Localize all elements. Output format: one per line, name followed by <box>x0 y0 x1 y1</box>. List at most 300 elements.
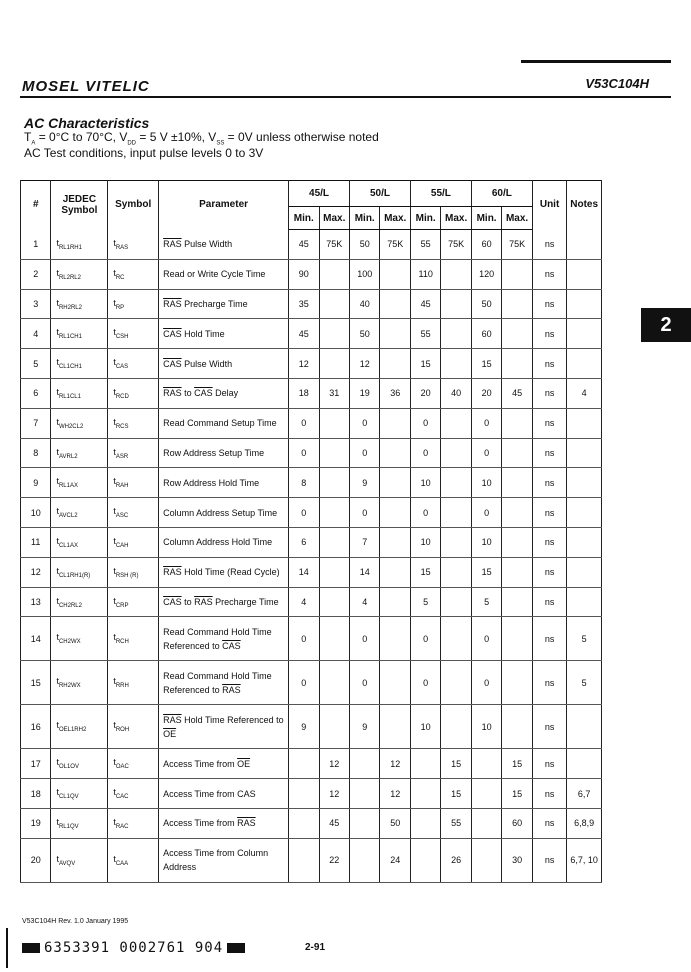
unit-value: ns <box>532 808 567 838</box>
row-number: 14 <box>21 617 51 661</box>
row-number: 5 <box>21 349 51 379</box>
min-value: 0 <box>289 498 319 528</box>
col-min: Min. <box>350 207 380 230</box>
max-value: 15 <box>441 749 471 779</box>
table-row <box>21 527 602 557</box>
timing-symbol: $t_{CAA}$ <box>108 838 159 882</box>
parameter-name: $\overline{RAS}$ to $\overline{CAS}$ Delay <box>159 378 289 408</box>
max-value <box>441 468 471 498</box>
max-value: 40 <box>441 378 471 408</box>
max-value <box>441 527 471 557</box>
barcode-line <box>18 940 249 956</box>
min-value: 20 <box>471 378 501 408</box>
unit-value: ns <box>532 749 567 779</box>
unit-value: ns <box>532 289 567 319</box>
max-value <box>380 587 410 617</box>
min-value: 10 <box>410 527 440 557</box>
col-notes: Notes <box>567 180 602 230</box>
notes-value <box>567 259 602 289</box>
max-value <box>380 408 410 438</box>
notes-value: 5 <box>567 661 602 705</box>
parameter-name: Column Address Hold Time <box>159 527 289 557</box>
jedec-symbol: $t_{RL2RL2}$ <box>51 259 108 289</box>
min-value: 0 <box>410 438 440 468</box>
min-value: 7 <box>350 527 380 557</box>
test-conditions-line1: $T_A = 0^\circ C$ to 70°C, $V_{DD} = 5$ V ±10%, $V_{SS} = 0V$ unless otherwise noted <box>24 130 379 147</box>
test-conditions-line2: AC Test conditions, input pulse levels 0 to 3V <box>24 146 264 160</box>
parameter-name: Read or Write Cycle Time <box>159 259 289 289</box>
max-value <box>502 319 532 349</box>
header-rule-short <box>521 60 671 63</box>
max-value <box>380 661 410 705</box>
notes-value <box>567 349 602 379</box>
table-row <box>21 498 602 528</box>
unit-value: ns <box>532 779 567 809</box>
max-value: 30 <box>502 838 532 882</box>
max-value <box>319 661 349 705</box>
timing-symbol: $t_{RCH}$ <box>108 617 159 661</box>
min-value: 19 <box>350 378 380 408</box>
min-value <box>471 838 501 882</box>
notes-value <box>567 289 602 319</box>
max-value <box>319 617 349 661</box>
max-value <box>502 527 532 557</box>
notes-value <box>567 587 602 617</box>
min-value: 10 <box>471 527 501 557</box>
timing-symbol: $t_{RAH}$ <box>108 468 159 498</box>
part-number: V53C104H <box>585 76 649 91</box>
jedec-symbol: $t_{OEL1RH2}$ <box>51 705 108 749</box>
max-value <box>380 319 410 349</box>
barcode-block-icon <box>227 943 245 953</box>
speed-grade-55: 55/L <box>410 180 471 207</box>
min-value: 12 <box>289 349 319 379</box>
table-row <box>21 661 602 705</box>
parameter-name: Access Time from $\overline{OE}$ <box>159 749 289 779</box>
margin-mark <box>6 928 8 968</box>
min-value: 0 <box>350 498 380 528</box>
table-row <box>21 749 602 779</box>
min-value: 0 <box>350 617 380 661</box>
parameter-name: $\overline{CAS}$ Pulse Width <box>159 349 289 379</box>
parameter-name: Access Time from CAS <box>159 779 289 809</box>
max-value <box>380 438 410 468</box>
timing-symbol: $t_{RAS}$ <box>108 230 159 260</box>
max-value: 60 <box>502 808 532 838</box>
min-value: 9 <box>350 705 380 749</box>
max-value <box>502 259 532 289</box>
min-value <box>350 808 380 838</box>
min-value: 0 <box>471 498 501 528</box>
min-value: 10 <box>410 705 440 749</box>
max-value <box>502 498 532 528</box>
barcode-block-icon <box>22 943 40 953</box>
max-value: 75K <box>319 230 349 260</box>
row-number: 13 <box>21 587 51 617</box>
speed-grade-60: 60/L <box>471 180 532 207</box>
notes-value <box>567 230 602 260</box>
table-row <box>21 557 602 587</box>
min-value: 15 <box>410 349 440 379</box>
max-value <box>380 349 410 379</box>
max-value <box>319 289 349 319</box>
unit-value: ns <box>532 319 567 349</box>
min-value <box>410 808 440 838</box>
min-value: 0 <box>471 408 501 438</box>
notes-value: 6,7 <box>567 779 602 809</box>
max-value: 15 <box>441 779 471 809</box>
min-value: 15 <box>471 557 501 587</box>
parameter-name: Column Address Setup Time <box>159 498 289 528</box>
max-value <box>441 259 471 289</box>
max-value: 22 <box>319 838 349 882</box>
row-number: 12 <box>21 557 51 587</box>
timing-symbol: $t_{CAH}$ <box>108 527 159 557</box>
min-value: 45 <box>289 230 319 260</box>
col-max: Max. <box>502 207 532 230</box>
unit-value: ns <box>532 230 567 260</box>
timing-symbol: $t_{OAC}$ <box>108 749 159 779</box>
notes-value <box>567 705 602 749</box>
unit-value: ns <box>532 587 567 617</box>
jedec-symbol: $t_{CH2WX}$ <box>51 617 108 661</box>
jedec-symbol: $t_{CL1RH1(R)}$ <box>51 557 108 587</box>
min-value <box>471 749 501 779</box>
max-value: 50 <box>380 808 410 838</box>
row-number: 6 <box>21 378 51 408</box>
jedec-symbol: $t_{RL1CH1}$ <box>51 319 108 349</box>
notes-value: 5 <box>567 617 602 661</box>
min-value: 0 <box>410 617 440 661</box>
max-value <box>441 498 471 528</box>
notes-value <box>567 749 602 779</box>
min-value <box>289 808 319 838</box>
min-value <box>289 749 319 779</box>
row-number: 19 <box>21 808 51 838</box>
row-number: 17 <box>21 749 51 779</box>
unit-value: ns <box>532 349 567 379</box>
max-value <box>380 498 410 528</box>
max-value: 36 <box>380 378 410 408</box>
min-value <box>289 838 319 882</box>
max-value <box>380 259 410 289</box>
timing-symbol: $t_{ROH}$ <box>108 705 159 749</box>
max-value: 45 <box>502 378 532 408</box>
max-value: 55 <box>441 808 471 838</box>
notes-value: 6,7, 10 <box>567 838 602 882</box>
min-value: 10 <box>471 705 501 749</box>
max-value <box>380 557 410 587</box>
jedec-symbol: $t_{WH2CL2}$ <box>51 408 108 438</box>
max-value <box>441 661 471 705</box>
min-value: 0 <box>471 617 501 661</box>
col-min: Min. <box>410 207 440 230</box>
jedec-symbol: $t_{AVCL2}$ <box>51 498 108 528</box>
max-value: 12 <box>380 749 410 779</box>
col-unit: Unit <box>532 180 567 230</box>
min-value: 9 <box>350 468 380 498</box>
timing-symbol: $t_{ASC}$ <box>108 498 159 528</box>
jedec-symbol: $t_{CL1QV}$ <box>51 779 108 809</box>
row-number: 3 <box>21 289 51 319</box>
max-value: 45 <box>319 808 349 838</box>
table-body <box>21 230 602 883</box>
min-value: 0 <box>289 661 319 705</box>
min-value: 45 <box>410 289 440 319</box>
min-value: 9 <box>289 705 319 749</box>
row-number: 8 <box>21 438 51 468</box>
jedec-symbol: $t_{AVQV}$ <box>51 838 108 882</box>
min-value <box>350 838 380 882</box>
jedec-symbol: $t_{RH2RL2}$ <box>51 289 108 319</box>
min-value: 18 <box>289 378 319 408</box>
max-value <box>502 661 532 705</box>
max-value <box>319 587 349 617</box>
row-number: 4 <box>21 319 51 349</box>
max-value <box>380 527 410 557</box>
timing-symbol: $t_{RC}$ <box>108 259 159 289</box>
barcode-text: 6353391 0002761 904 <box>44 940 224 956</box>
col-max: Max. <box>441 207 471 230</box>
min-value: 15 <box>410 557 440 587</box>
min-value: 8 <box>289 468 319 498</box>
parameter-name: Access Time from Column Address <box>159 838 289 882</box>
row-number: 9 <box>21 468 51 498</box>
min-value: 5 <box>410 587 440 617</box>
min-value: 120 <box>471 259 501 289</box>
max-value: 12 <box>319 779 349 809</box>
min-value: 50 <box>471 289 501 319</box>
notes-value <box>567 408 602 438</box>
min-value: 90 <box>289 259 319 289</box>
speed-grade-50: 50/L <box>350 180 411 207</box>
row-number: 16 <box>21 705 51 749</box>
min-value: 14 <box>289 557 319 587</box>
ac-characteristics-table <box>20 180 602 883</box>
speed-grade-45: 45/L <box>289 180 350 207</box>
row-number: 2 <box>21 259 51 289</box>
timing-symbol: $t_{RAC}$ <box>108 808 159 838</box>
unit-value: ns <box>532 498 567 528</box>
max-value: 24 <box>380 838 410 882</box>
row-number: 1 <box>21 230 51 260</box>
max-value: 75K <box>441 230 471 260</box>
parameter-name: $\overline{RAS}$ Hold Time Referenced to $\overline{OE}$ <box>159 705 289 749</box>
row-number: 18 <box>21 779 51 809</box>
max-value <box>502 289 532 319</box>
notes-value: 4 <box>567 378 602 408</box>
min-value: 0 <box>410 408 440 438</box>
min-value: 40 <box>350 289 380 319</box>
timing-symbol: $t_{ASR}$ <box>108 438 159 468</box>
unit-value: ns <box>532 468 567 498</box>
table-row <box>21 319 602 349</box>
notes-value: 6,8,9 <box>567 808 602 838</box>
timing-symbol: $t_{RRH}$ <box>108 661 159 705</box>
max-value <box>380 289 410 319</box>
max-value <box>441 705 471 749</box>
min-value <box>410 779 440 809</box>
min-value: 45 <box>289 319 319 349</box>
max-value: 26 <box>441 838 471 882</box>
min-value: 4 <box>289 587 319 617</box>
notes-value <box>567 468 602 498</box>
table-row <box>21 808 602 838</box>
max-value <box>441 408 471 438</box>
table-row <box>21 408 602 438</box>
section-title: AC Characteristics <box>24 115 150 131</box>
min-value <box>410 749 440 779</box>
min-value <box>289 779 319 809</box>
min-value: 60 <box>471 230 501 260</box>
parameter-name: Row Address Hold Time <box>159 468 289 498</box>
max-value <box>502 617 532 661</box>
min-value: 55 <box>410 230 440 260</box>
timing-symbol: $t_{RP}$ <box>108 289 159 319</box>
min-value: 55 <box>410 319 440 349</box>
max-value: 31 <box>319 378 349 408</box>
jedec-symbol: $t_{RL1CL1}$ <box>51 378 108 408</box>
max-value <box>380 468 410 498</box>
min-value: 50 <box>350 230 380 260</box>
timing-symbol: $t_{CAC}$ <box>108 779 159 809</box>
max-value <box>441 289 471 319</box>
jedec-symbol: $t_{RL1QV}$ <box>51 808 108 838</box>
table-row <box>21 587 602 617</box>
notes-value <box>567 557 602 587</box>
table-row <box>21 289 602 319</box>
jedec-symbol: $t_{RL1AX}$ <box>51 468 108 498</box>
brand-logo: MOSEL VITELIC <box>22 78 150 95</box>
max-value <box>441 617 471 661</box>
max-value <box>319 349 349 379</box>
max-value <box>502 408 532 438</box>
min-value: 110 <box>410 259 440 289</box>
col-symbol: Symbol <box>108 180 159 230</box>
col-parameter: Parameter <box>159 180 289 230</box>
unit-value: ns <box>532 378 567 408</box>
max-value <box>319 498 349 528</box>
max-value <box>502 557 532 587</box>
max-value: 75K <box>380 230 410 260</box>
max-value <box>319 468 349 498</box>
min-value: 6 <box>289 527 319 557</box>
col-num: # <box>21 180 51 230</box>
timing-symbol: $t_{RCS}$ <box>108 408 159 438</box>
min-value: 50 <box>350 319 380 349</box>
max-value <box>441 557 471 587</box>
unit-value: ns <box>532 527 567 557</box>
max-value <box>502 438 532 468</box>
jedec-symbol: $t_{OL1OV}$ <box>51 749 108 779</box>
min-value: 14 <box>350 557 380 587</box>
row-number: 11 <box>21 527 51 557</box>
table-row <box>21 259 602 289</box>
row-number: 20 <box>21 838 51 882</box>
notes-value <box>567 527 602 557</box>
min-value: 12 <box>350 349 380 379</box>
table-row <box>21 438 602 468</box>
notes-value <box>567 498 602 528</box>
timing-symbol: $t_{RCD}$ <box>108 378 159 408</box>
min-value: 15 <box>471 349 501 379</box>
max-value <box>441 349 471 379</box>
table-row <box>21 230 602 260</box>
min-value: 0 <box>350 661 380 705</box>
max-value <box>502 705 532 749</box>
unit-value: ns <box>532 259 567 289</box>
parameter-name: Read Command Hold Time Referenced to $\overline{RAS}$ <box>159 661 289 705</box>
parameter-name: $\overline{CAS}$ Hold Time <box>159 319 289 349</box>
notes-value <box>567 438 602 468</box>
parameter-name: Read Command Hold Time Referenced to $\overline{CAS}$ <box>159 617 289 661</box>
col-min: Min. <box>471 207 501 230</box>
unit-value: ns <box>532 617 567 661</box>
min-value: 0 <box>350 438 380 468</box>
parameter-name: Read Command Setup Time <box>159 408 289 438</box>
timing-symbol: $t_{CRP}$ <box>108 587 159 617</box>
parameter-name: $\overline{CAS}$ to $\overline{RAS}$ Precharge Time <box>159 587 289 617</box>
parameter-name: Row Address Setup Time <box>159 438 289 468</box>
max-value <box>319 319 349 349</box>
max-value <box>319 408 349 438</box>
jedec-symbol: $t_{CL1AX}$ <box>51 527 108 557</box>
parameter-name: $\overline{RAS}$ Pulse Width <box>159 230 289 260</box>
min-value: 0 <box>289 438 319 468</box>
min-value: 4 <box>350 587 380 617</box>
table-row <box>21 378 602 408</box>
col-min: Min. <box>289 207 319 230</box>
col-jedec: JEDEC Symbol <box>51 180 108 230</box>
table-row <box>21 468 602 498</box>
col-max: Max. <box>319 207 349 230</box>
max-value: 12 <box>380 779 410 809</box>
max-value <box>380 705 410 749</box>
min-value: 0 <box>289 408 319 438</box>
max-value: 12 <box>319 749 349 779</box>
table-row <box>21 779 602 809</box>
min-value: 0 <box>471 438 501 468</box>
min-value: 0 <box>410 498 440 528</box>
max-value <box>319 527 349 557</box>
min-value: 0 <box>350 408 380 438</box>
table-row <box>21 838 602 882</box>
parameter-name: $\overline{RAS}$ Precharge Time <box>159 289 289 319</box>
min-value: 5 <box>471 587 501 617</box>
table-row <box>21 705 602 749</box>
max-value <box>319 705 349 749</box>
section-tab: 2 <box>641 308 691 342</box>
min-value <box>410 838 440 882</box>
timing-symbol: $t_{CSH}$ <box>108 319 159 349</box>
jedec-symbol: $t_{RL1RH1}$ <box>51 230 108 260</box>
min-value: 0 <box>410 661 440 705</box>
unit-value: ns <box>532 838 567 882</box>
header-rule <box>20 96 671 98</box>
min-value: 100 <box>350 259 380 289</box>
max-value <box>441 438 471 468</box>
page-number: 2-91 <box>305 942 326 953</box>
jedec-symbol: $t_{CH2RL2}$ <box>51 587 108 617</box>
jedec-symbol: $t_{AVRL2}$ <box>51 438 108 468</box>
unit-value: ns <box>532 705 567 749</box>
min-value <box>350 749 380 779</box>
max-value <box>319 438 349 468</box>
timing-symbol: $t_{CAS}$ <box>108 349 159 379</box>
row-number: 10 <box>21 498 51 528</box>
parameter-name: Access Time from $\overline{RAS}$ <box>159 808 289 838</box>
max-value <box>502 587 532 617</box>
